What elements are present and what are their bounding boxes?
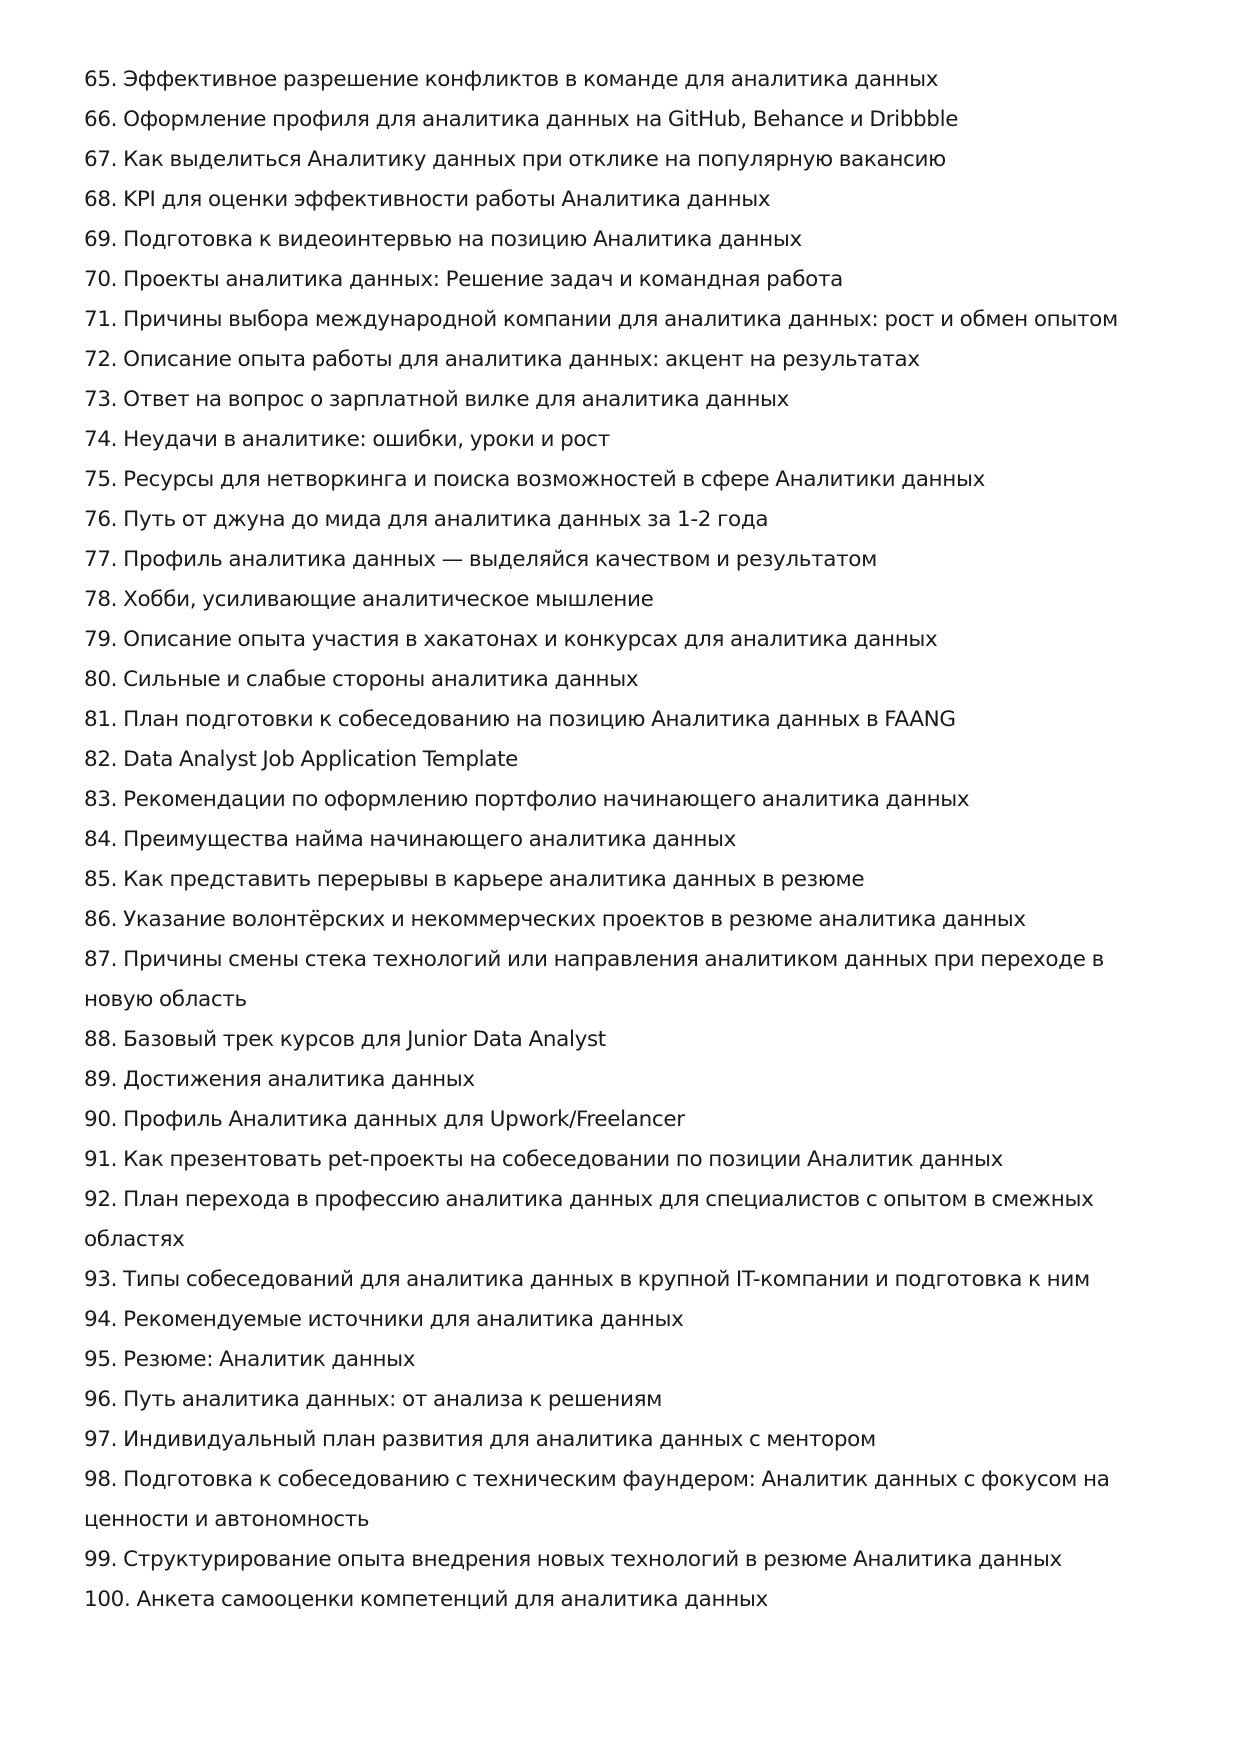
- list-item: 73. Ответ на вопрос о зарплатной вилке для аналитика данных: [84, 387, 790, 412]
- list-item: 78. Хобби, усиливающие аналитическое мышление: [84, 587, 654, 612]
- list-item: 90. Профиль Аналитика данных для Upwork/Freelancer: [84, 1107, 685, 1132]
- list-item: 69. Подготовка к видеоинтервью на позицию Аналитика данных: [84, 227, 802, 252]
- list-item: 100. Анкета самооценки компетенций для аналитика данных: [84, 1587, 768, 1612]
- list-item: 93. Типы собеседований для аналитика данных в крупной IT-компании и подготовка к ним: [84, 1267, 1090, 1292]
- list-item: 81. План подготовки к собеседованию на позицию Аналитика данных в FAANG: [84, 707, 956, 732]
- list-item: 77. Профиль аналитика данных — выделяйся качеством и результатом: [84, 547, 877, 572]
- list-item: 66. Оформление профиля для аналитика данных на GitHub, Behance и Dribbble: [84, 107, 959, 132]
- list-item: 85. Как представить перерывы в карьере аналитика данных в резюме: [84, 867, 865, 892]
- list-item: 83. Рекомендации по оформлению портфолио начинающего аналитика данных: [84, 787, 970, 812]
- list-item: 80. Сильные и слабые стороны аналитика данных: [84, 667, 639, 692]
- list-item: 68. KPI для оценки эффективности работы Аналитика данных: [84, 187, 771, 212]
- list-item: 75. Ресурсы для нетворкинга и поиска возможностей в сфере Аналитики данных: [84, 467, 985, 492]
- list-item: 98. Подготовка к собеседованию с техническим фаундером: Аналитик данных с фокусом на ценности и автономность: [84, 1467, 1110, 1532]
- list-item: 91. Как презентовать pet-проекты на собеседовании по позиции Аналитик данных: [84, 1147, 1004, 1172]
- list-item: 99. Структурирование опыта внедрения новых технологий в резюме Аналитика данных: [84, 1547, 1062, 1572]
- list-item: 94. Рекомендуемые источники для аналитика данных: [84, 1307, 684, 1332]
- list-item: 92. План перехода в профессию аналитика данных для специалистов с опытом в смежных областях: [84, 1187, 1094, 1252]
- list-item: 65. Эффективное разрешение конфликтов в команде для аналитика данных: [84, 67, 939, 92]
- topic-list: [84, 60, 1149, 1620]
- list-item: 86. Указание волонтёрских и некоммерческих проектов в резюме аналитика данных: [84, 907, 1026, 932]
- list-item: 89. Достижения аналитика данных: [84, 1067, 475, 1092]
- list-item: 79. Описание опыта участия в хакатонах и конкурсах для аналитика данных: [84, 627, 938, 652]
- list-item: 87. Причины смены стека технологий или направления аналитиком данных при переходе в новую область: [84, 947, 1104, 1012]
- list-item: 67. Как выделиться Аналитику данных при отклике на популярную вакансию: [84, 147, 946, 172]
- list-item: 82. Data Analyst Job Application Template: [84, 747, 519, 772]
- list-item: 95. Резюме: Аналитик данных: [84, 1347, 416, 1372]
- list-item: 76. Путь от джуна до мида для аналитика данных за 1-2 года: [84, 507, 769, 532]
- list-item: 84. Преимущества найма начинающего аналитика данных: [84, 827, 737, 852]
- list-item: 96. Путь аналитика данных: от анализа к решениям: [84, 1387, 663, 1412]
- list-item: 70. Проекты аналитика данных: Решение задач и командная работа: [84, 267, 843, 292]
- list-item: 88. Базовый трек курсов для Junior Data Analyst: [84, 1027, 606, 1052]
- list-item: 71. Причины выбора международной компании для аналитика данных: рост и обмен опытом: [84, 307, 1118, 332]
- list-item: 97. Индивидуальный план развития для аналитика данных с ментором: [84, 1427, 876, 1452]
- list-item: 72. Описание опыта работы для аналитика данных: акцент на результатах: [84, 347, 920, 372]
- list-item: 74. Неудачи в аналитике: ошибки, уроки и рост: [84, 427, 610, 452]
